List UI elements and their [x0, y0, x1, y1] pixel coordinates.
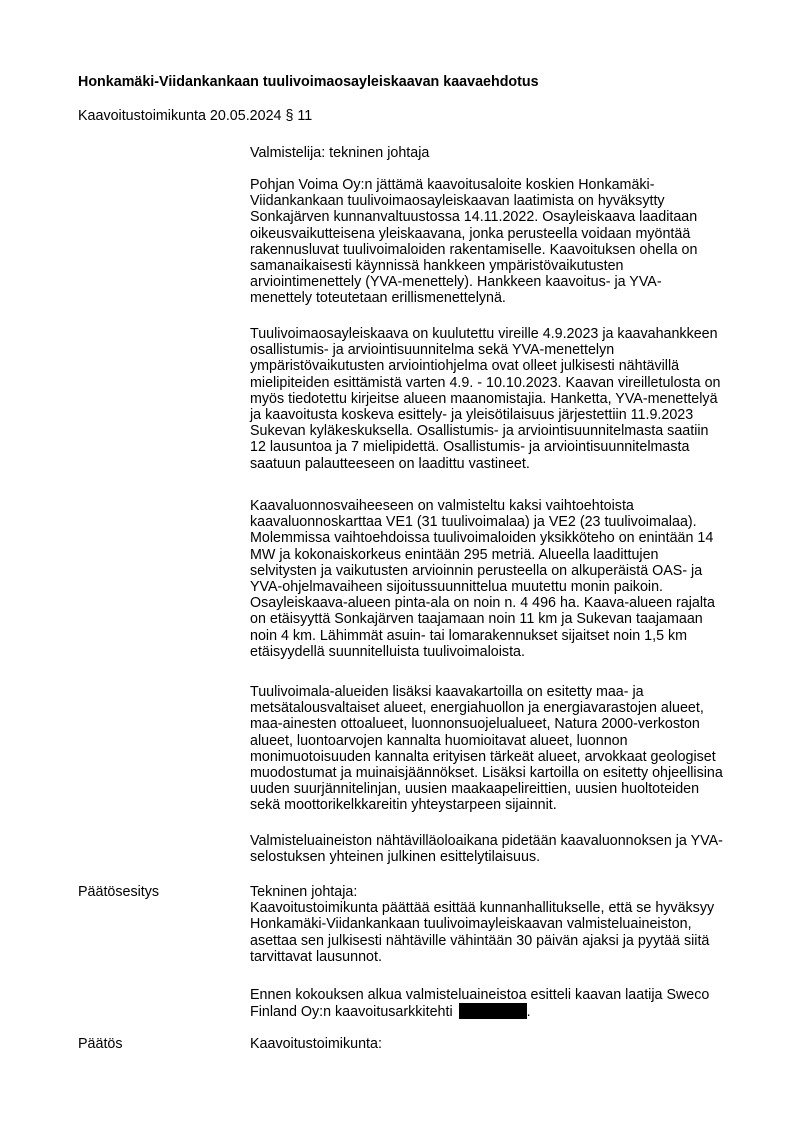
presentation-end: . [526, 1004, 531, 1021]
decision-label: Päätös [78, 1036, 123, 1052]
redaction-block [459, 1003, 527, 1019]
document-title: Honkamäki-Viidankankaan tuulivoimaosayleiskaavan kaavaehdotus [78, 74, 539, 90]
presentation-text: Ennen kokouksen alkua valmisteluaineistoa esitteli kaavan laatija Sweco Finland Oy:n kaavoitusarkkitehti [250, 987, 710, 1021]
decision-text: Kaavoitustoimikunta: [250, 1036, 382, 1052]
presentation-paragraph [250, 987, 740, 1020]
paragraph-participation: Tuulivoimaosayleiskaava on kuulutettu vireille 4.9.2023 ja kaavahankkeen osallistumis- ja arviointisuunnitelma sekä YVA-menettelyn ympäristövaikutusten arviointiohjelma ovat olleet julkisesti nähtävillä mielipiteiden esittämistä varten 4.9. - 10.10.2023. Kaavan vireilletulosta on myös tiedotettu kirjeitse alueen maanomistajia. Hanketta, YVA-menettelyä ja kaavoitusta koskeva esittely- ja yleisötilaisuus järjestettiin 11.9.2023 Sukevan kyläkeskuksella. Osallistumis- ja arviointisuunnitelmasta saatiin 12 lausuntoa ja 7 mielipidettä. Osallistumis- ja arviointisuunnitelmasta saatuun palautteeseen on laadittu vastineet. [250, 326, 721, 472]
proposal-label: Päätösesitys [78, 884, 160, 900]
paragraph-public-event: Valmisteluaineiston nähtävilläoloaikana pidetään kaavaluonnoksen ja YVA- selostuksen yhteinen julkinen esittelytilaisuus. [250, 833, 723, 866]
preparer-line: Valmistelija: tekninen johtaja [250, 145, 430, 161]
paragraph-initiative: Pohjan Voima Oy:n jättämä kaavoitusaloite koskien Honkamäki- Viidankankaan tuulivoimaosayleiskaavan laatimista on hyväksytty Sonkajärven kunnanvaltuustossa 14.11.2022. Osayleiskaava laaditaan oikeusvaikutteisena yleiskaavana, jonka perusteella voidaan myöntää rakennusluvat tuulivoimaloiden rakentamiselle. Kaavoituksen ohella on samanaikaisesti käynnissä hankkeen ympäristövaikutusten arviointimenettely (YVA-menettely). Hankkeen kaavoitus- ja YVA- menettely toteutetaan erillismenettelynä. [250, 177, 698, 307]
proposal-text: Tekninen johtaja: Kaavoitustoimikunta päättää esittää kunnanhallitukselle, että se hyväksyy Honkamäki-Viidankankaan tuulivoimayleiskaavan valmisteluaineiston, asettaa sen julkisesti nähtäville vähintään 30 päivän ajaksi ja pyytää siitä tarvittavat lausunnot. [250, 884, 715, 965]
meeting-reference: Kaavoitustoimikunta 20.05.2024 § 11 [78, 108, 313, 124]
paragraph-map-areas: Tuulivoimala-alueiden lisäksi kaavakartoilla on esitetty maa- ja metsätalousvaltaiset alueet, energiahuollon ja energiavarastojen alueet, maa-ainesten ottoalueet, luonnonsuojelualueet, Natura 2000-verkoston alueet, luontoarvojen kannalta huomioitavat alueet, luonnon monimuotoisuuden kannalta erityisen tärkeät alueet, arvokkaat geologiset muodostumat ja muinaisjäännökset. Lisäksi kartoilla on esitetty ohjeellisina uuden suurjännitelinjan, uusien maakaapelireittien, uusien huoltoteiden sekä moottorikelkkareitin yhteystarpeen sijainnit. [250, 684, 723, 814]
paragraph-draft-alternatives: Kaavaluonnosvaiheeseen on valmisteltu kaksi vaihtoehtoista kaavaluonnoskarttaa VE1 (31 tuulivoimalaa) ja VE2 (23 tuulivoimalaa). Molemmissa vaihtoehdoissa tuulivoimaloiden yksikköteho on enintään 14 MW ja kokonaiskorkeus enintään 295 metriä. Alueella laadittujen selvitysten ja vaikutusten arvioinnin perusteella on alkuperäistä OAS- ja YVA-ohjelmavaiheen sijoitussuunnittelua muutettu monin paikoin. Osayleiskaava-alueen pinta-ala on noin n. 4 496 ha. Kaava-alueen rajalta on etäisyyttä Sonkajärven taajamaan noin 11 km ja Sukevan taajamaan noin 4 km. Lähimmät asuin- tai lomarakennukset sijaitset noin 1,5 km etäisyydellä suunnitelluista tuulivoimaloista. [250, 498, 715, 660]
